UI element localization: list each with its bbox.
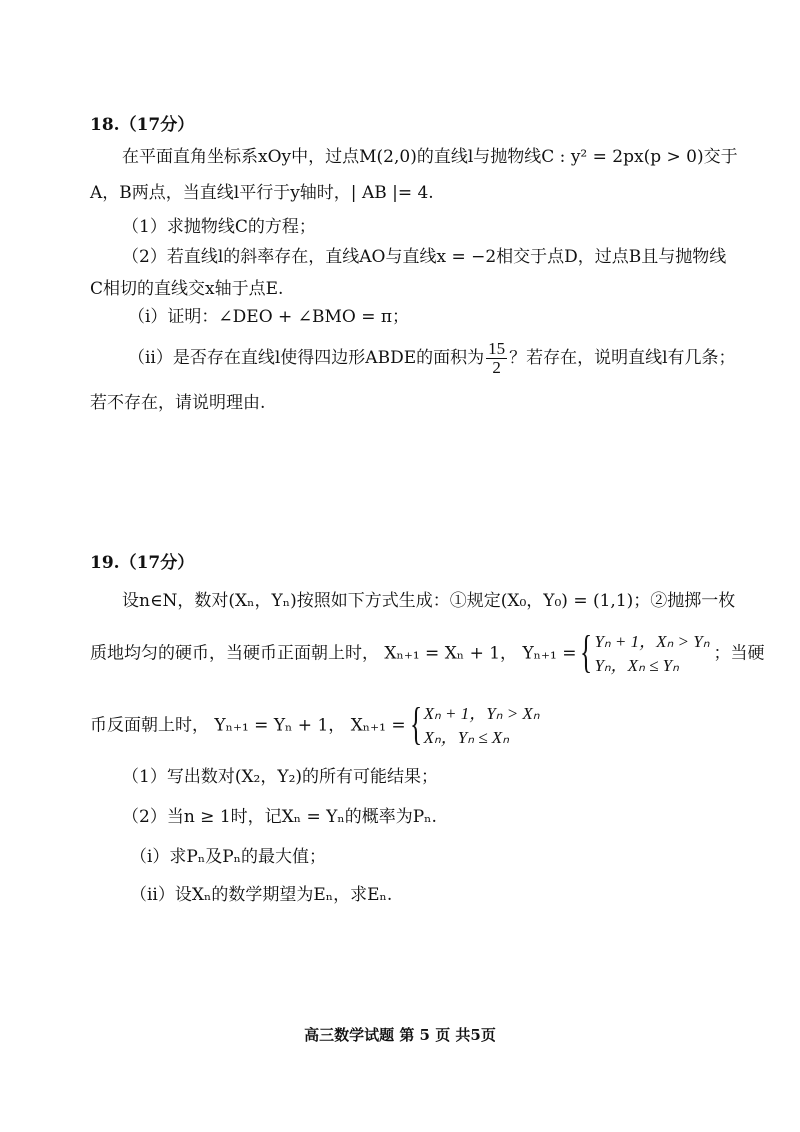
heads-y-lhs: Yₙ₊₁ = bbox=[522, 643, 577, 664]
problem-19-intro-line1: 设n∈N，数对(Xₙ，Yₙ)按照如下方式生成：①规定(X₀，Y₀) = (1,1)；②抛掷一枚 bbox=[122, 591, 736, 611]
problem-18-part2-i: （i）证明：∠DEO + ∠BMO = π； bbox=[128, 307, 410, 327]
left-brace: { bbox=[409, 698, 422, 749]
area-fraction bbox=[486, 340, 507, 377]
fraction-denominator: 2 bbox=[492, 358, 501, 377]
problem-19-heads-rule bbox=[90, 626, 765, 678]
problem-18-intro-line1: 在平面直角坐标系xOy中，过点M(2,0)的直线l与抛物线C : y² = 2px(p > 0)交于 bbox=[122, 147, 738, 167]
problem-18-part2-ii-end: 若不存在，请说明理由. bbox=[90, 393, 266, 413]
problem-18-part2-ii-pre: （ii）是否存在直线l使得四边形ABDE的面积为 bbox=[128, 348, 485, 368]
problem-18-part2-line1: （2）若直线l的斜率存在，直线AO与直线x = −2相交于点D，过点B且与抛物线 bbox=[122, 247, 727, 267]
heads-case-2: Yₙ，Xₙ ≤ Yₙ bbox=[594, 656, 679, 675]
tails-case-2: Xₙ，Yₙ ≤ Xₙ bbox=[423, 728, 509, 747]
heads-rule-post: ；当硬 bbox=[713, 643, 765, 664]
problem-19-part1: （1）写出数对(X₂，Y₂)的所有可能结果； bbox=[122, 767, 439, 787]
problem-19-tails-rule bbox=[90, 698, 544, 750]
problem-18-part2-ii-post: ？若存在，说明直线l有几条； bbox=[509, 348, 736, 368]
fraction-numerator: 15 bbox=[488, 339, 506, 358]
tails-y-formula: Yₙ₊₁ = Yₙ + 1， bbox=[214, 715, 346, 736]
heads-case-1: Yₙ + 1，Xₙ > Yₙ bbox=[594, 632, 710, 651]
tails-rule-text: 币反面朝上时， bbox=[90, 715, 209, 736]
heads-y-piecewise bbox=[580, 626, 710, 678]
problem-19-header: 19.（17分） bbox=[90, 553, 195, 573]
problem-18-part2-line2: C相切的直线交x轴于点E. bbox=[90, 279, 284, 299]
problem-18-part1: （1）求抛物线C的方程； bbox=[122, 217, 316, 237]
heads-x-formula: Xₙ₊₁ = Xₙ + 1， bbox=[384, 643, 518, 664]
page-footer: 高三数学试题 第 5 页 共5页 bbox=[304, 1026, 496, 1044]
tails-x-piecewise bbox=[409, 698, 540, 750]
problem-19-part2-i: （i）求Pₙ及Pₙ的最大值； bbox=[130, 847, 327, 867]
left-brace: { bbox=[580, 626, 593, 677]
problem-19-part2-ii: （ii）设Xₙ的数学期望为Eₙ，求Eₙ. bbox=[130, 885, 393, 905]
tails-x-lhs: Xₙ₊₁ = bbox=[350, 715, 406, 736]
problem-18-header: 18.（17分） bbox=[90, 115, 195, 135]
problem-18-intro-line2: A，B两点，当直线l平行于y轴时，| AB |= 4. bbox=[90, 183, 434, 203]
problem-18-part2-ii bbox=[128, 340, 736, 377]
problem-19-part2: （2）当n ≥ 1时，记Xₙ = Yₙ的概率为Pₙ. bbox=[122, 807, 437, 827]
tails-case-1: Xₙ + 1，Yₙ > Xₙ bbox=[423, 704, 540, 723]
heads-rule-text: 质地均匀的硬币，当硬币正面朝上时， bbox=[90, 643, 379, 664]
